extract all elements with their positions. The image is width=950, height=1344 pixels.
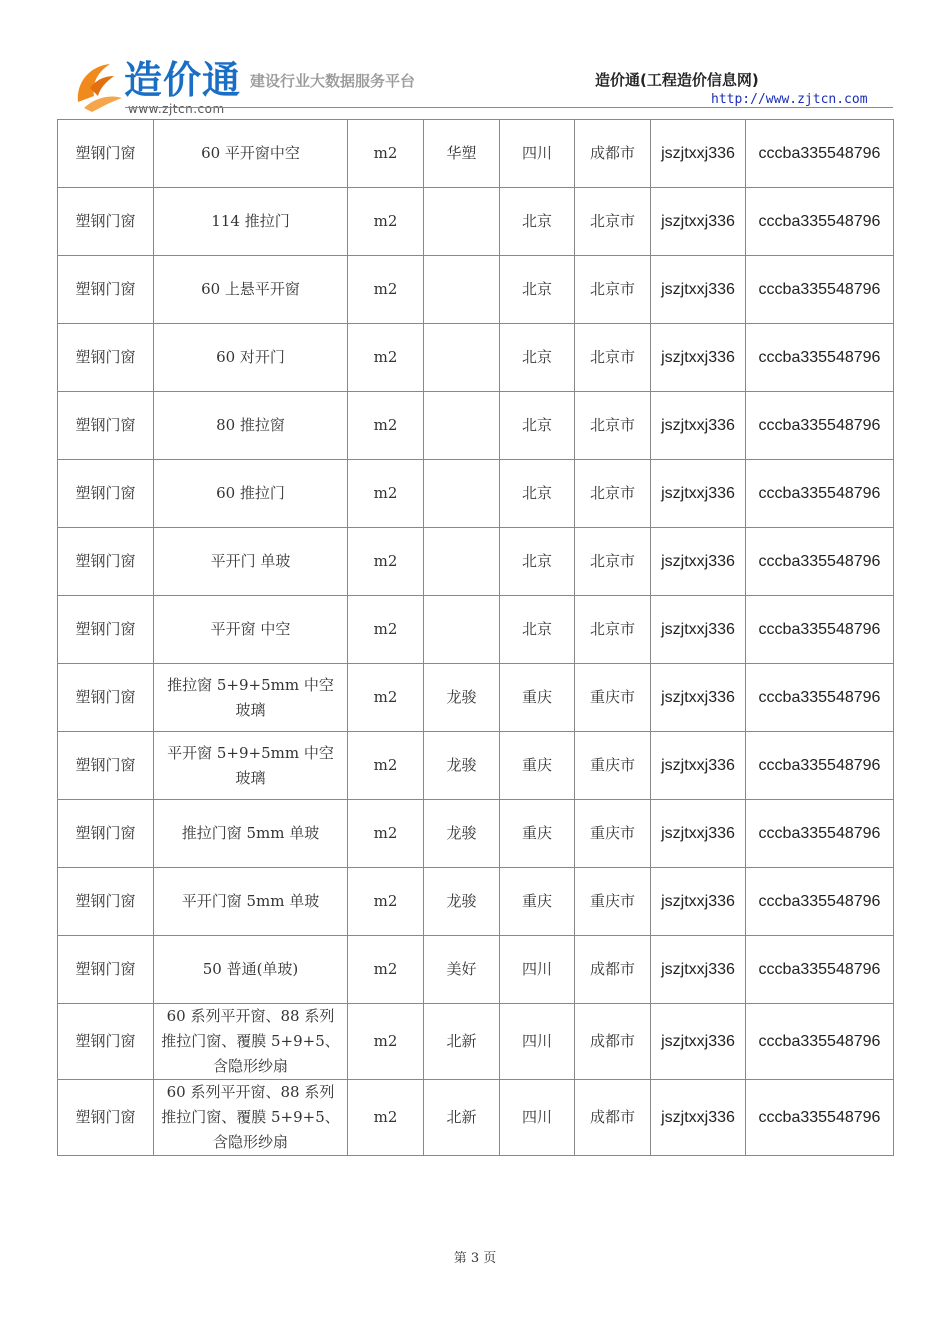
province-cell: 四川 bbox=[500, 120, 575, 188]
code-cell: jszjtxxj336 bbox=[651, 392, 746, 460]
category-cell: 塑钢门窗 bbox=[58, 120, 154, 188]
brand-cell bbox=[424, 596, 500, 664]
site-name: 造价通(工程造价信息网) bbox=[595, 71, 759, 89]
city-cell: 成都市 bbox=[575, 1080, 651, 1156]
category-cell: 塑钢门窗 bbox=[58, 392, 154, 460]
id-cell: cccba335548796 bbox=[746, 664, 894, 732]
unit-cell: m2 bbox=[348, 868, 424, 936]
code-cell: jszjtxxj336 bbox=[651, 800, 746, 868]
unit-cell: m2 bbox=[348, 392, 424, 460]
page-number: 第 3 页 bbox=[453, 1251, 497, 1266]
code-cell: jszjtxxj336 bbox=[651, 460, 746, 528]
table-row bbox=[58, 120, 894, 188]
brand-cell bbox=[424, 188, 500, 256]
id-cell: cccba335548796 bbox=[746, 1080, 894, 1156]
unit-cell: m2 bbox=[348, 256, 424, 324]
code-cell: jszjtxxj336 bbox=[651, 664, 746, 732]
city-cell: 重庆市 bbox=[575, 868, 651, 936]
id-cell: cccba335548796 bbox=[746, 120, 894, 188]
table-row bbox=[58, 936, 894, 1004]
province-cell: 北京 bbox=[500, 188, 575, 256]
table-row bbox=[58, 324, 894, 392]
table-row bbox=[58, 1004, 894, 1080]
city-cell: 重庆市 bbox=[575, 800, 651, 868]
unit-cell: m2 bbox=[348, 120, 424, 188]
table-row bbox=[58, 596, 894, 664]
province-cell: 重庆 bbox=[500, 800, 575, 868]
header-slogan: 建设行业大数据服务平台 bbox=[250, 72, 416, 90]
brand-cell bbox=[424, 256, 500, 324]
product-name-cell: 60 推拉门 bbox=[154, 460, 348, 528]
unit-cell: m2 bbox=[348, 1080, 424, 1156]
brand-cell: 龙骏 bbox=[424, 868, 500, 936]
unit-cell: m2 bbox=[348, 596, 424, 664]
unit-cell: m2 bbox=[348, 800, 424, 868]
code-cell: jszjtxxj336 bbox=[651, 936, 746, 1004]
table-row bbox=[58, 188, 894, 256]
province-cell: 重庆 bbox=[500, 868, 575, 936]
code-cell: jszjtxxj336 bbox=[651, 868, 746, 936]
code-cell: jszjtxxj336 bbox=[651, 1080, 746, 1156]
city-cell: 北京市 bbox=[575, 188, 651, 256]
code-cell: jszjtxxj336 bbox=[651, 528, 746, 596]
id-cell: cccba335548796 bbox=[746, 528, 894, 596]
swirl-logo-icon bbox=[70, 58, 126, 114]
category-cell: 塑钢门窗 bbox=[58, 256, 154, 324]
province-cell: 重庆 bbox=[500, 664, 575, 732]
brand-cell bbox=[424, 324, 500, 392]
product-name-cell: 60 系列平开窗、88 系列推拉门窗、覆膜 5+9+5、含隐形纱扇 bbox=[154, 1080, 348, 1156]
header-divider bbox=[125, 107, 893, 108]
brand-cell bbox=[424, 460, 500, 528]
table-row bbox=[58, 664, 894, 732]
price-table-body bbox=[58, 120, 894, 1156]
id-cell: cccba335548796 bbox=[746, 256, 894, 324]
city-cell: 重庆市 bbox=[575, 664, 651, 732]
unit-cell: m2 bbox=[348, 460, 424, 528]
brand-cell bbox=[424, 392, 500, 460]
product-name-cell: 平开门窗 5mm 单玻 bbox=[154, 868, 348, 936]
logo-text: 造价通 bbox=[124, 58, 242, 102]
table-row bbox=[58, 868, 894, 936]
unit-cell: m2 bbox=[348, 732, 424, 800]
city-cell: 北京市 bbox=[575, 596, 651, 664]
table-row bbox=[58, 392, 894, 460]
brand-cell: 龙骏 bbox=[424, 664, 500, 732]
table-row bbox=[58, 460, 894, 528]
category-cell: 塑钢门窗 bbox=[58, 936, 154, 1004]
category-cell: 塑钢门窗 bbox=[58, 1004, 154, 1080]
brand-cell: 华塑 bbox=[424, 120, 500, 188]
brand-cell: 美好 bbox=[424, 936, 500, 1004]
id-cell: cccba335548796 bbox=[746, 324, 894, 392]
unit-cell: m2 bbox=[348, 1004, 424, 1080]
id-cell: cccba335548796 bbox=[746, 800, 894, 868]
city-cell: 北京市 bbox=[575, 392, 651, 460]
category-cell: 塑钢门窗 bbox=[58, 596, 154, 664]
city-cell: 北京市 bbox=[575, 460, 651, 528]
code-cell: jszjtxxj336 bbox=[651, 1004, 746, 1080]
code-cell: jszjtxxj336 bbox=[651, 256, 746, 324]
category-cell: 塑钢门窗 bbox=[58, 800, 154, 868]
id-cell: cccba335548796 bbox=[746, 936, 894, 1004]
logo-url: www.zjtcn.com bbox=[128, 102, 225, 116]
table-row bbox=[58, 1080, 894, 1156]
category-cell: 塑钢门窗 bbox=[58, 528, 154, 596]
brand-cell: 北新 bbox=[424, 1080, 500, 1156]
id-cell: cccba335548796 bbox=[746, 868, 894, 936]
product-name-cell: 60 平开窗中空 bbox=[154, 120, 348, 188]
city-cell: 北京市 bbox=[575, 528, 651, 596]
city-cell: 北京市 bbox=[575, 324, 651, 392]
category-cell: 塑钢门窗 bbox=[58, 188, 154, 256]
price-table bbox=[57, 119, 894, 1156]
city-cell: 重庆市 bbox=[575, 732, 651, 800]
product-name-cell: 平开门 单玻 bbox=[154, 528, 348, 596]
product-name-cell: 60 系列平开窗、88 系列推拉门窗、覆膜 5+9+5、含隐形纱扇 bbox=[154, 1004, 348, 1080]
province-cell: 四川 bbox=[500, 1004, 575, 1080]
city-cell: 成都市 bbox=[575, 120, 651, 188]
brand-cell bbox=[424, 528, 500, 596]
brand-cell: 龙骏 bbox=[424, 800, 500, 868]
product-name-cell: 平开窗 5+9+5mm 中空玻璃 bbox=[154, 732, 348, 800]
id-cell: cccba335548796 bbox=[746, 392, 894, 460]
province-cell: 北京 bbox=[500, 324, 575, 392]
id-cell: cccba335548796 bbox=[746, 732, 894, 800]
page-header bbox=[0, 0, 950, 118]
code-cell: jszjtxxj336 bbox=[651, 596, 746, 664]
product-name-cell: 60 对开门 bbox=[154, 324, 348, 392]
province-cell: 北京 bbox=[500, 596, 575, 664]
brand-cell: 龙骏 bbox=[424, 732, 500, 800]
category-cell: 塑钢门窗 bbox=[58, 324, 154, 392]
province-cell: 北京 bbox=[500, 460, 575, 528]
category-cell: 塑钢门窗 bbox=[58, 460, 154, 528]
product-name-cell: 60 上悬平开窗 bbox=[154, 256, 348, 324]
unit-cell: m2 bbox=[348, 936, 424, 1004]
province-cell: 四川 bbox=[500, 936, 575, 1004]
table-row bbox=[58, 800, 894, 868]
code-cell: jszjtxxj336 bbox=[651, 188, 746, 256]
unit-cell: m2 bbox=[348, 664, 424, 732]
product-name-cell: 平开窗 中空 bbox=[154, 596, 348, 664]
id-cell: cccba335548796 bbox=[746, 188, 894, 256]
code-cell: jszjtxxj336 bbox=[651, 732, 746, 800]
code-cell: jszjtxxj336 bbox=[651, 120, 746, 188]
table-row bbox=[58, 256, 894, 324]
province-cell: 重庆 bbox=[500, 732, 575, 800]
product-name-cell: 80 推拉窗 bbox=[154, 392, 348, 460]
id-cell: cccba335548796 bbox=[746, 460, 894, 528]
category-cell: 塑钢门窗 bbox=[58, 868, 154, 936]
province-cell: 北京 bbox=[500, 256, 575, 324]
table-row bbox=[58, 732, 894, 800]
code-cell: jszjtxxj336 bbox=[651, 324, 746, 392]
brand-cell: 北新 bbox=[424, 1004, 500, 1080]
product-name-cell: 50 普通(单玻) bbox=[154, 936, 348, 1004]
province-cell: 北京 bbox=[500, 528, 575, 596]
table-row bbox=[58, 528, 894, 596]
city-cell: 成都市 bbox=[575, 1004, 651, 1080]
unit-cell: m2 bbox=[348, 324, 424, 392]
category-cell: 塑钢门窗 bbox=[58, 732, 154, 800]
product-name-cell: 114 推拉门 bbox=[154, 188, 348, 256]
product-name-cell: 推拉门窗 5mm 单玻 bbox=[154, 800, 348, 868]
unit-cell: m2 bbox=[348, 528, 424, 596]
id-cell: cccba335548796 bbox=[746, 596, 894, 664]
province-cell: 四川 bbox=[500, 1080, 575, 1156]
category-cell: 塑钢门窗 bbox=[58, 664, 154, 732]
city-cell: 北京市 bbox=[575, 256, 651, 324]
province-cell: 北京 bbox=[500, 392, 575, 460]
unit-cell: m2 bbox=[348, 188, 424, 256]
city-cell: 成都市 bbox=[575, 936, 651, 1004]
site-url-link[interactable]: http://www.zjtcn.com bbox=[711, 92, 868, 107]
product-name-cell: 推拉窗 5+9+5mm 中空玻璃 bbox=[154, 664, 348, 732]
id-cell: cccba335548796 bbox=[746, 1004, 894, 1080]
category-cell: 塑钢门窗 bbox=[58, 1080, 154, 1156]
